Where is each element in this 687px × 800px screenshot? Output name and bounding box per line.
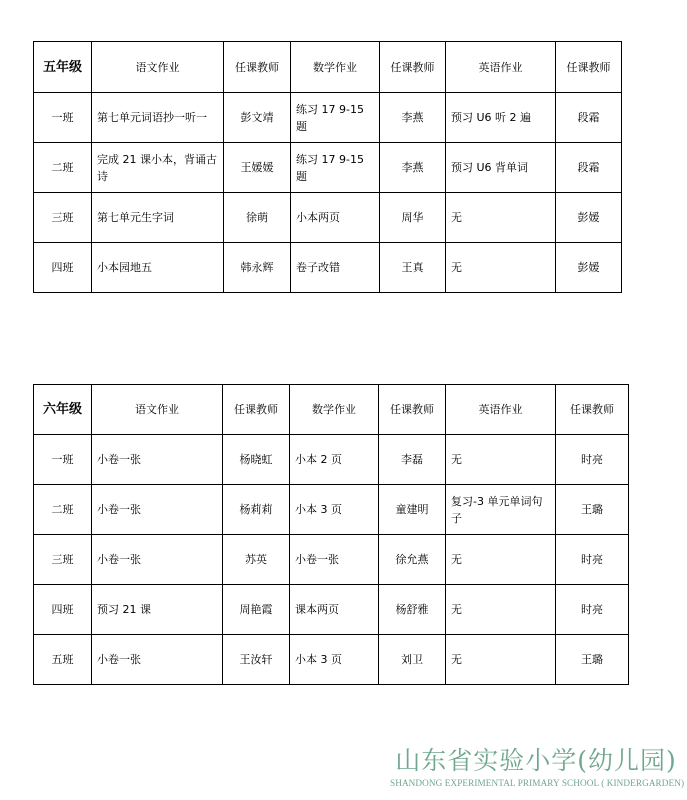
chinese-teacher: 杨莉莉 (223, 485, 290, 535)
math-homework: 课本两页 (290, 585, 379, 635)
english-homework: 预习 U6 听 2 遍 (446, 93, 556, 143)
chinese-teacher: 徐萌 (224, 193, 291, 243)
grade-label: 五年级 (34, 42, 92, 93)
english-teacher: 段霜 (556, 93, 622, 143)
table-header-row (34, 42, 622, 93)
class-name: 三班 (34, 193, 92, 243)
math-homework: 练习 17 9-15 题 (291, 93, 380, 143)
english-teacher: 王璐 (556, 485, 629, 535)
math-homework: 小本两页 (291, 193, 380, 243)
english-homework: 复习-3 单元单词句子 (446, 485, 556, 535)
chinese-homework: 小卷一张 (92, 535, 223, 585)
class-name: 一班 (34, 435, 92, 485)
math-teacher: 李燕 (380, 143, 446, 193)
chinese-homework: 小本园地五 (92, 243, 224, 293)
math-homework: 小本 3 页 (290, 485, 379, 535)
math-teacher: 李燕 (380, 93, 446, 143)
header-chinese: 语文作业 (92, 42, 224, 93)
math-homework: 小本 3 页 (290, 635, 379, 685)
math-homework: 卷子改错 (291, 243, 380, 293)
grade6-homework-table (33, 384, 629, 685)
header-teacher: 任课教师 (379, 385, 446, 435)
header-teacher: 任课教师 (224, 42, 291, 93)
chinese-teacher: 杨晓虹 (223, 435, 290, 485)
math-homework: 练习 17 9-15 题 (291, 143, 380, 193)
class-name: 一班 (34, 93, 92, 143)
header-english: 英语作业 (446, 42, 556, 93)
class-name: 四班 (34, 585, 92, 635)
english-teacher: 时亮 (556, 535, 629, 585)
math-teacher: 徐允燕 (379, 535, 446, 585)
chinese-homework: 小卷一张 (92, 435, 223, 485)
grade5-homework-table (33, 41, 622, 293)
class-name: 二班 (34, 485, 92, 535)
chinese-teacher: 王汝轩 (223, 635, 290, 685)
class-name: 四班 (34, 243, 92, 293)
header-teacher: 任课教师 (556, 42, 622, 93)
math-teacher: 周华 (380, 193, 446, 243)
header-math: 数学作业 (290, 385, 379, 435)
chinese-teacher: 韩永辉 (224, 243, 291, 293)
table-row (34, 535, 629, 585)
chinese-homework: 第七单元生字词 (92, 193, 224, 243)
english-homework: 无 (446, 535, 556, 585)
english-teacher: 彭媛 (556, 243, 622, 293)
header-teacher: 任课教师 (556, 385, 629, 435)
table-row (34, 435, 629, 485)
table-row (34, 193, 622, 243)
chinese-teacher: 苏英 (223, 535, 290, 585)
table-header-row (34, 385, 629, 435)
math-teacher: 刘卫 (379, 635, 446, 685)
school-name-english: SHANDONG EXPERIMENTAL PRIMARY SCHOOL ( KINDERGARDEN) (390, 778, 685, 788)
chinese-homework: 小卷一张 (92, 635, 223, 685)
chinese-teacher: 周艳霞 (223, 585, 290, 635)
class-name: 三班 (34, 535, 92, 585)
chinese-homework: 小卷一张 (92, 485, 223, 535)
chinese-homework: 第七单元词语抄一听一 (92, 93, 224, 143)
chinese-homework: 完成 21 课小本，背诵古诗 (92, 143, 224, 193)
table-row (34, 93, 622, 143)
table-row (34, 485, 629, 535)
table-row (34, 585, 629, 635)
header-teacher: 任课教师 (380, 42, 446, 93)
header-chinese: 语文作业 (92, 385, 223, 435)
header-teacher: 任课教师 (223, 385, 290, 435)
english-teacher: 段霜 (556, 143, 622, 193)
english-homework: 无 (446, 193, 556, 243)
math-homework: 小卷一张 (290, 535, 379, 585)
class-name: 五班 (34, 635, 92, 685)
english-teacher: 时亮 (556, 435, 629, 485)
table-row (34, 143, 622, 193)
math-homework: 小本 2 页 (290, 435, 379, 485)
english-teacher: 时亮 (556, 585, 629, 635)
english-homework: 无 (446, 635, 556, 685)
school-name-chinese: 山东省实验小学(幼儿园) (395, 746, 677, 775)
table-row (34, 635, 629, 685)
english-homework: 无 (446, 243, 556, 293)
chinese-homework: 预习 21 课 (92, 585, 223, 635)
chinese-teacher: 彭文靖 (224, 93, 291, 143)
english-teacher: 王璐 (556, 635, 629, 685)
english-homework: 无 (446, 585, 556, 635)
header-math: 数学作业 (291, 42, 380, 93)
grade-label: 六年级 (34, 385, 92, 435)
math-teacher: 李磊 (379, 435, 446, 485)
header-english: 英语作业 (446, 385, 556, 435)
english-homework: 无 (446, 435, 556, 485)
chinese-teacher: 王媛媛 (224, 143, 291, 193)
school-logo (390, 745, 685, 797)
math-teacher: 王真 (380, 243, 446, 293)
english-homework: 预习 U6 背单词 (446, 143, 556, 193)
math-teacher: 童建明 (379, 485, 446, 535)
english-teacher: 彭媛 (556, 193, 622, 243)
class-name: 二班 (34, 143, 92, 193)
table-row (34, 243, 622, 293)
math-teacher: 杨舒雅 (379, 585, 446, 635)
